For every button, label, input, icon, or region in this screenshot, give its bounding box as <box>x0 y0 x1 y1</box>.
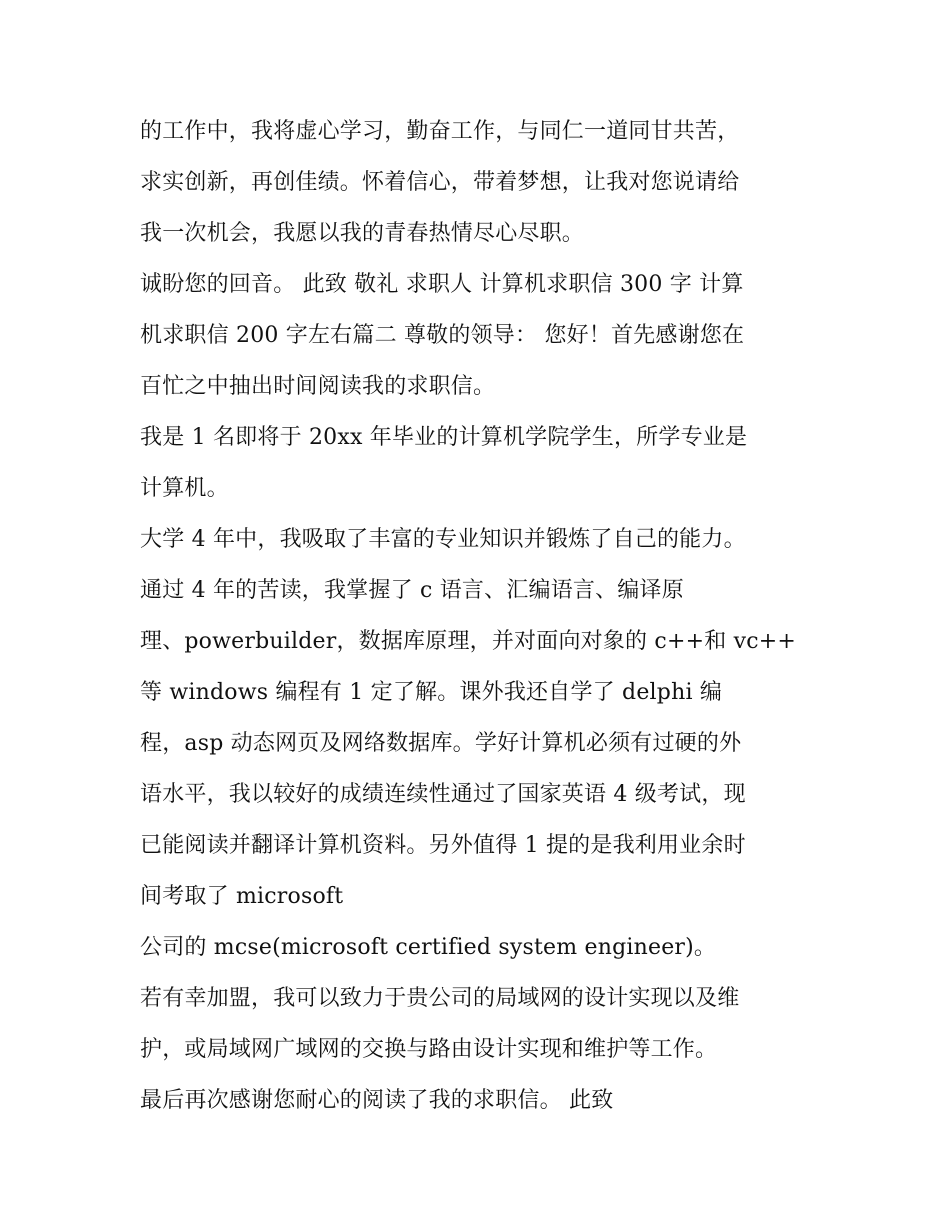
text-line: 机求职信 200 字左右篇二 尊敬的领导： 您好！首先感谢您在 <box>140 323 745 348</box>
text-line: 最后再次感谢您耐心的阅读了我的求职信。 此致 <box>140 1088 614 1113</box>
text-line: 间考取了 microsoft <box>140 884 344 909</box>
text-line: 若有幸加盟，我可以致力于贵公司的局域网的设计实现以及维 <box>140 986 740 1011</box>
text-line: 理、powerbuilder，数据库原理，并对面向对象的 c++和 vc++ <box>140 629 797 654</box>
text-line: 语水平，我以较好的成绩连续性通过了国家英语 4 级考试，现 <box>140 782 746 807</box>
text-line: 我是 1 名即将于 20xx 年毕业的计算机学院学生，所学专业是 <box>140 425 748 450</box>
text-line: 程，asp 动态网页及网络数据库。学好计算机必须有过硬的外 <box>140 731 742 756</box>
text-line: 的工作中，我将虚心学习，勤奋工作，与同仁一道同甘共苦， <box>140 119 740 144</box>
text-line: 公司的 mcse(microsoft certified system engineer)。 <box>140 935 717 960</box>
text-line: 百忙之中抽出时间阅读我的求职信。 <box>140 374 496 399</box>
text-line: 诚盼您的回音。 此致 敬礼 求职人 计算机求职信 300 字 计算 <box>140 272 744 297</box>
text-line: 大学 4 年中，我吸取了丰富的专业知识并锻炼了自己的能力。 <box>140 527 746 552</box>
text-line: 我一次机会，我愿以我的青春热情尽心尽职。 <box>140 221 585 246</box>
document-body <box>140 106 830 1126</box>
text-line: 已能阅读并翻译计算机资料。另外值得 1 提的是我利用业余时 <box>140 833 746 858</box>
text-line: 等 windows 编程有 1 定了解。课外我还自学了 delphi 编 <box>140 680 723 705</box>
text-line: 通过 4 年的苦读，我掌握了 c 语言、汇编语言、编译原 <box>140 578 684 603</box>
text-line: 计算机。 <box>140 476 229 501</box>
text-line: 护，或局域网广域网的交换与路由设计实现和维护等工作。 <box>140 1037 718 1062</box>
text-line: 求实创新，再创佳绩。怀着信心，带着梦想，让我对您说请给 <box>140 170 740 195</box>
